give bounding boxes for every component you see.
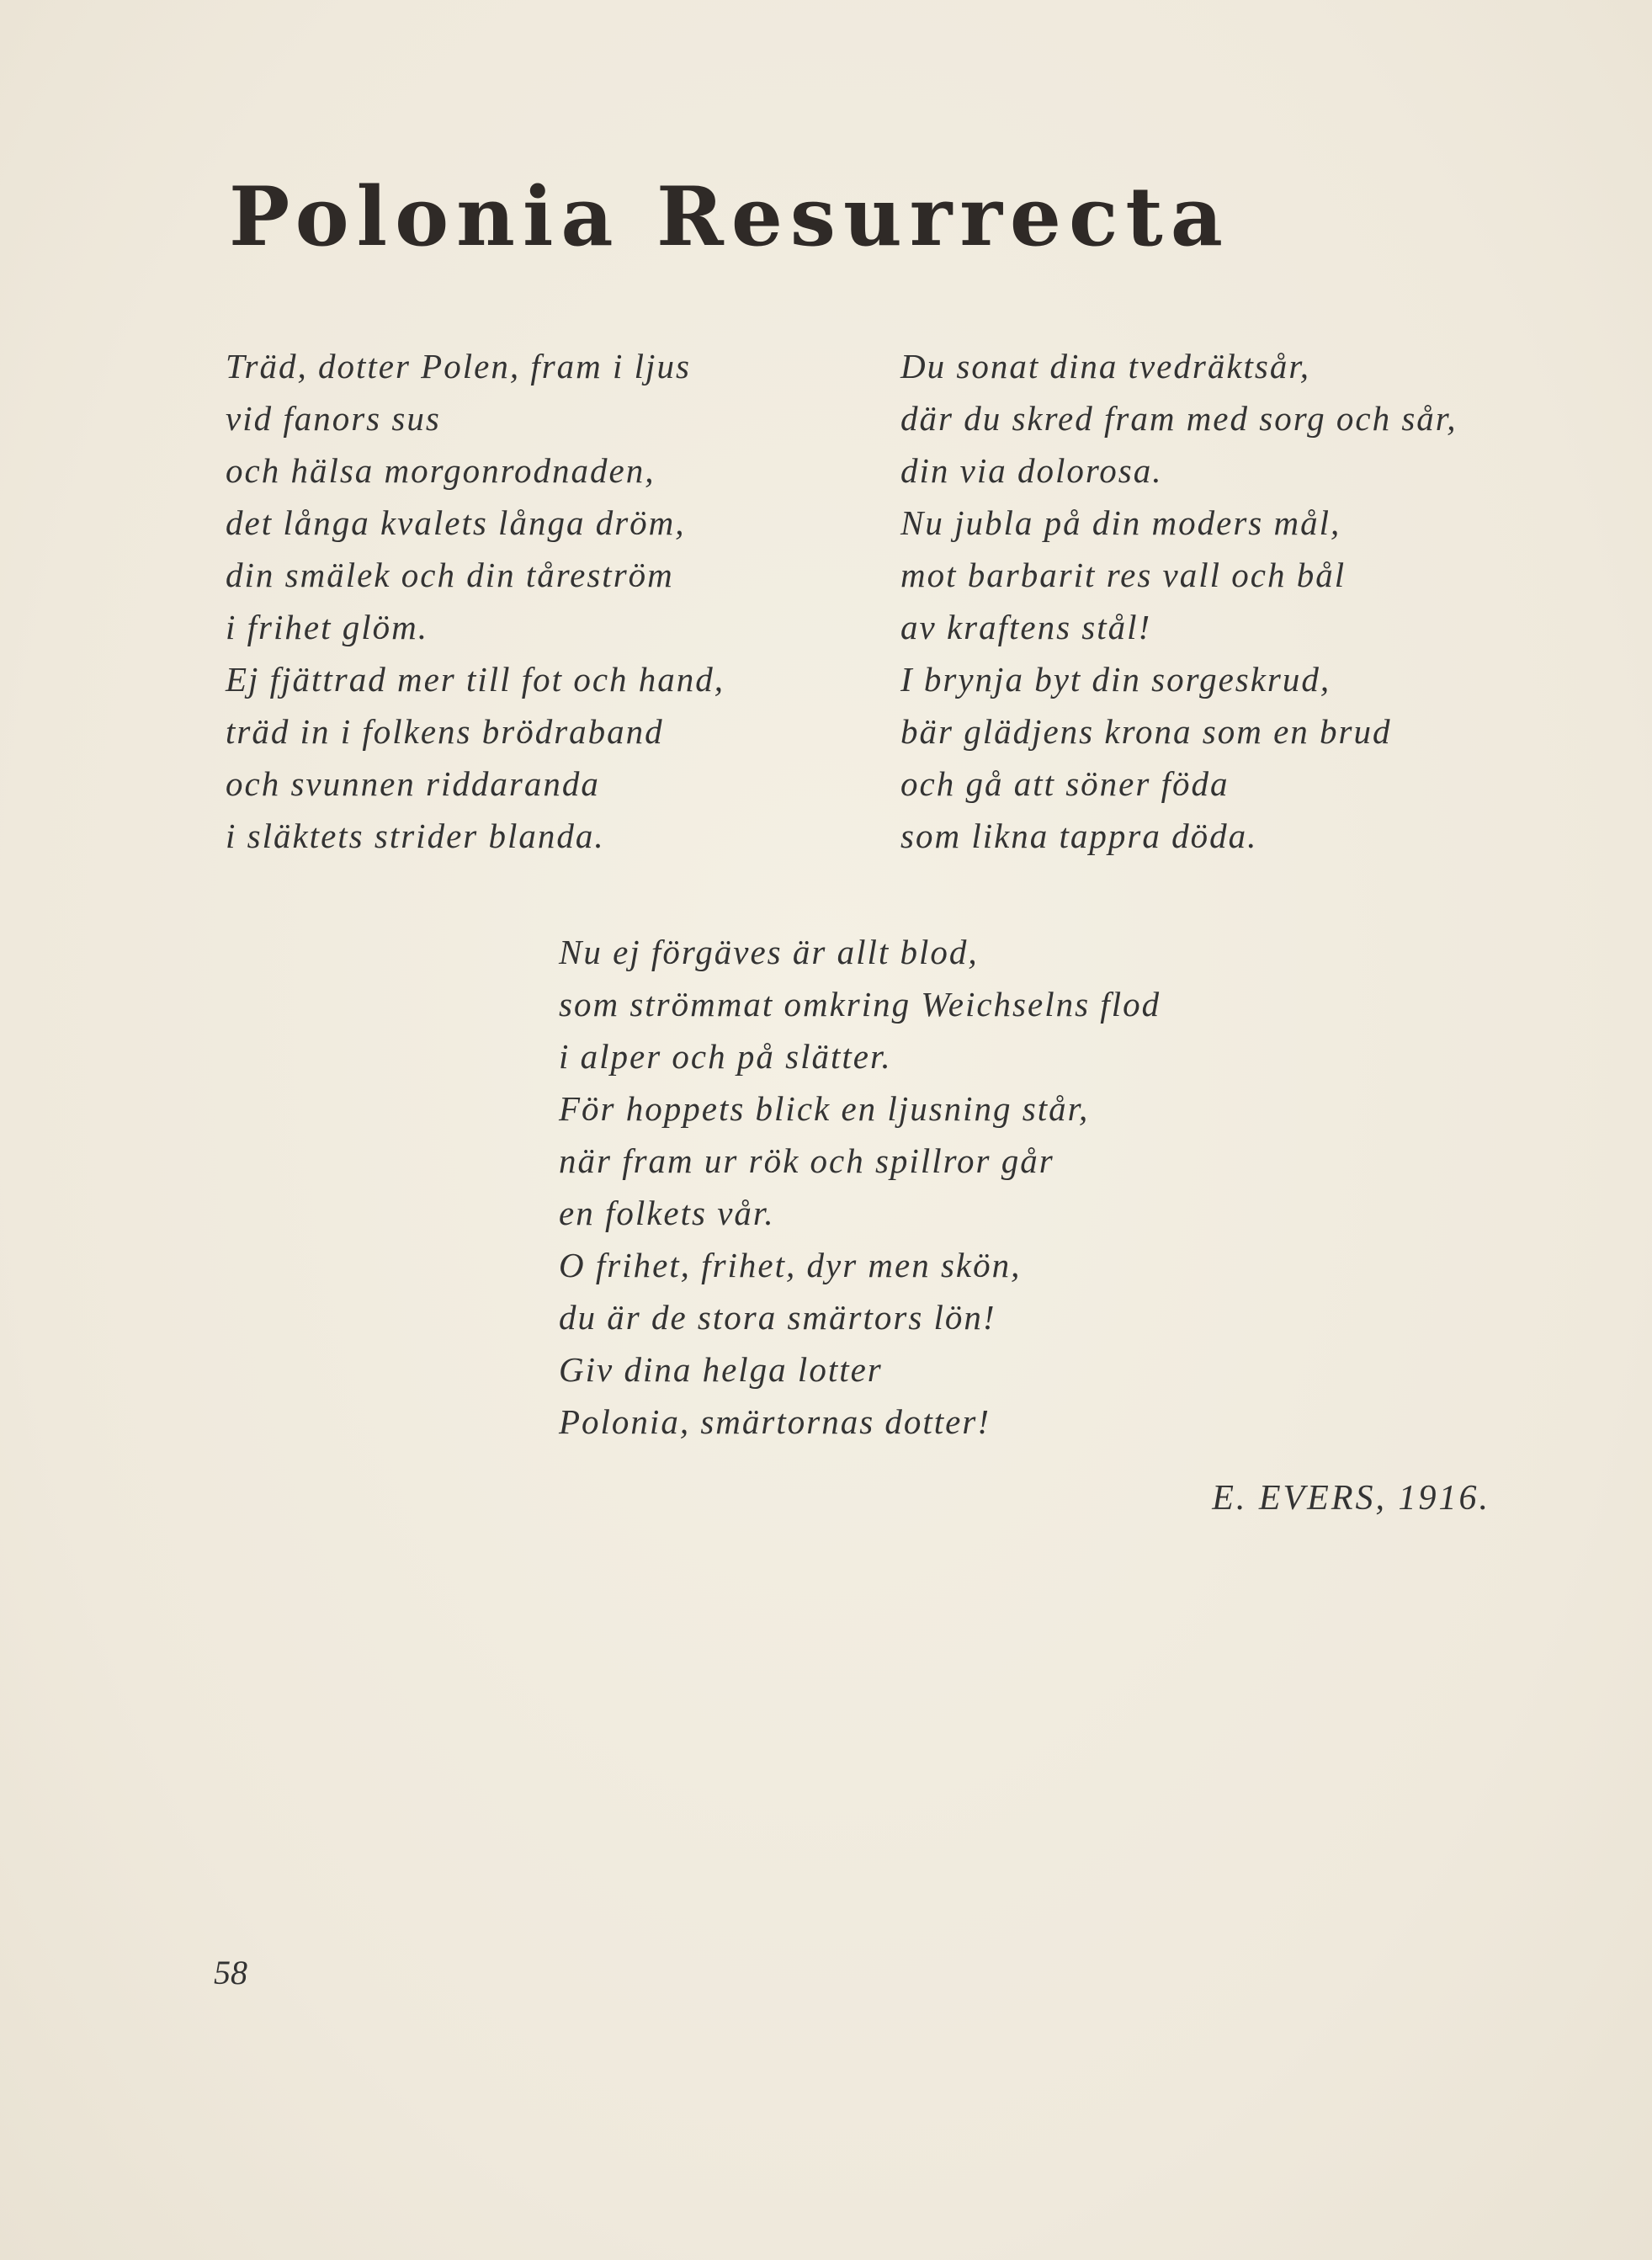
poem-line: du är de stora smärtors lön! — [559, 1298, 996, 1337]
poem-line: I brynja byt din sorgeskrud, — [900, 660, 1331, 699]
stanza-right — [900, 340, 1457, 862]
page-number: 58 — [214, 1954, 247, 1991]
poem-line: som strömmat omkring Weichselns flod — [559, 985, 1161, 1024]
poem-line: Nu jubla på din moders mål, — [900, 503, 1341, 542]
poem-line: i alper och på slätter. — [559, 1037, 892, 1076]
poem-line: och svunnen riddaranda — [226, 764, 600, 803]
poem-line: Ej fjättrad mer till fot och hand, — [226, 660, 725, 699]
poem-line: din via dolorosa. — [900, 451, 1163, 490]
poem-line: Nu ej förgäves är allt blod, — [559, 933, 979, 971]
poem-line: O frihet, frihet, dyr men skön, — [559, 1246, 1022, 1284]
author-signature: E. EVERS, 1916. — [1212, 1479, 1490, 1518]
poem-line: mot barbarit res vall och bål — [900, 556, 1347, 594]
poem-line: som likna tappra döda. — [900, 816, 1258, 855]
stanza-center — [559, 926, 1161, 1448]
poem-line: din smälek och din tåreström — [226, 556, 674, 594]
poem-line: i frihet glöm. — [226, 608, 428, 646]
poem-line: bär glädjens krona som en brud — [900, 712, 1392, 751]
poem-line: Träd, dotter Polen, fram i ljus — [226, 347, 691, 386]
poem-line: i släktets strider blanda. — [226, 816, 605, 855]
poem-line: där du skred fram med sorg och sår, — [900, 399, 1458, 438]
poem-line: och hälsa morgonrodnaden, — [226, 451, 656, 490]
poem-line: vid fanors sus — [226, 399, 441, 438]
poem-line: Giv dina helga lotter — [559, 1350, 883, 1389]
poem-line: en folkets vår. — [559, 1194, 775, 1232]
poem-line: det långa kvalets långa dröm, — [226, 503, 686, 542]
poem-title: Polonia Resurrecta — [229, 169, 1230, 264]
poem-line: Du sonat dina tvedräktsår, — [900, 347, 1311, 386]
poem-line: Polonia, smärtornas dotter! — [559, 1402, 991, 1441]
poem-line: För hoppets blick en ljusning står, — [559, 1089, 1090, 1128]
poem-line: träd in i folkens brödraband — [226, 712, 664, 751]
stanza-left — [226, 340, 725, 862]
poem-line: och gå att söner föda — [900, 764, 1230, 803]
poem-line: när fram ur rök och spillror går — [559, 1141, 1054, 1180]
poem-line: av kraftens stål! — [900, 608, 1152, 646]
